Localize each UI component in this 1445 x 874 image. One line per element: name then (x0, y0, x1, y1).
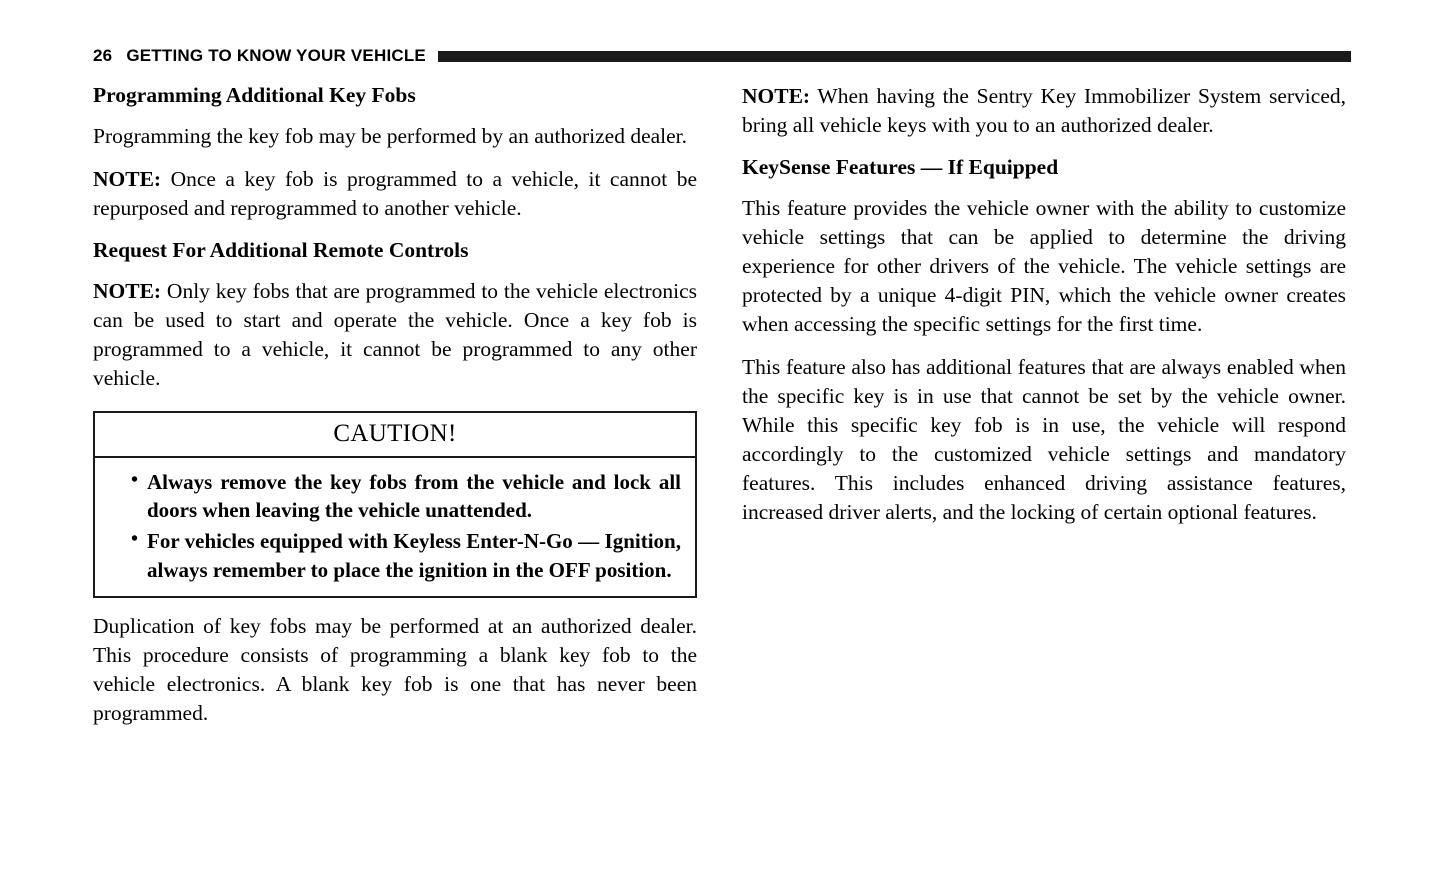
caution-item: • Always remove the key fobs from the vehicle and lock all doors when leaving the vehicle unattended. (131, 468, 681, 525)
caution-list (109, 468, 681, 584)
section-heading-programming-additional-key-fobs: Programming Additional Key Fobs (93, 83, 416, 107)
note-text: Once a key fob is programmed to a vehicle, it cannot be repurposed and reprogrammed to another vehicle. (93, 166, 697, 220)
right-column (742, 82, 1346, 527)
page-header (93, 44, 1351, 68)
caution-body (95, 458, 695, 596)
caution-title: CAUTION! (95, 413, 695, 458)
note-key-fob-repurpose (93, 165, 697, 223)
caution-box (93, 411, 697, 598)
paragraph-duplication-key-fobs: Duplication of key fobs may be performed at an authorized dealer. This procedure consists of programming a blank key fob to the vehicle electronics. A blank key fob is one that has never been programmed. (93, 614, 697, 726)
page-title: GETTING TO KNOW YOUR VEHICLE (126, 46, 426, 65)
note-label: NOTE: (93, 278, 162, 303)
paragraph-keysense-additional: This feature also has additional features that are always enabled when the specific key is in use that cannot be set by the vehicle owner. While this specific key fob is in use, the vehicle will respond accordingly to the customized vehicle settings and mandatory features. This includes enhanced driving assistance features, increased driver alerts, and the locking of certain optional features. (742, 354, 1346, 525)
left-column (93, 82, 697, 728)
caution-item: • For vehicles equipped with Keyless Enter-N-Go — Ignition, always remember to place the ignition in the OFF position. (131, 527, 681, 584)
note-label: NOTE: (93, 166, 162, 191)
note-text: When having the Sentry Key Immobilizer System serviced, bring all vehicle keys with you to an authorized dealer. (742, 84, 1346, 138)
note-programmed-key-fobs (93, 277, 697, 393)
note-text: Only key fobs that are programmed to the vehicle electronics can be used to start and operate the vehicle. Once a key fob is programmed to a vehicle, it cannot be programmed to any other vehicle. (93, 278, 697, 390)
section-heading-request-additional-remote-controls: Request For Additional Remote Controls (93, 237, 469, 262)
paragraph-keysense-customize: This feature provides the vehicle owner with the ability to customize vehicle settings that can be applied to determine the driving experience for other drivers of the vehicle. The vehicle settings are protected by a unique 4-digit PIN, which the vehicle owner creates when accessing the specific settings for the first time. (742, 195, 1346, 336)
section-heading-keysense-features: KeySense Features — If Equipped (742, 155, 1059, 180)
header-rule (438, 51, 1351, 62)
note-sentry-key-immobilizer (742, 82, 1346, 140)
paragraph-programming-dealer: Programming the key fob may be performed by an authorized dealer. (93, 123, 688, 148)
note-label: NOTE: (742, 84, 811, 108)
page-number: 26 (93, 46, 113, 65)
